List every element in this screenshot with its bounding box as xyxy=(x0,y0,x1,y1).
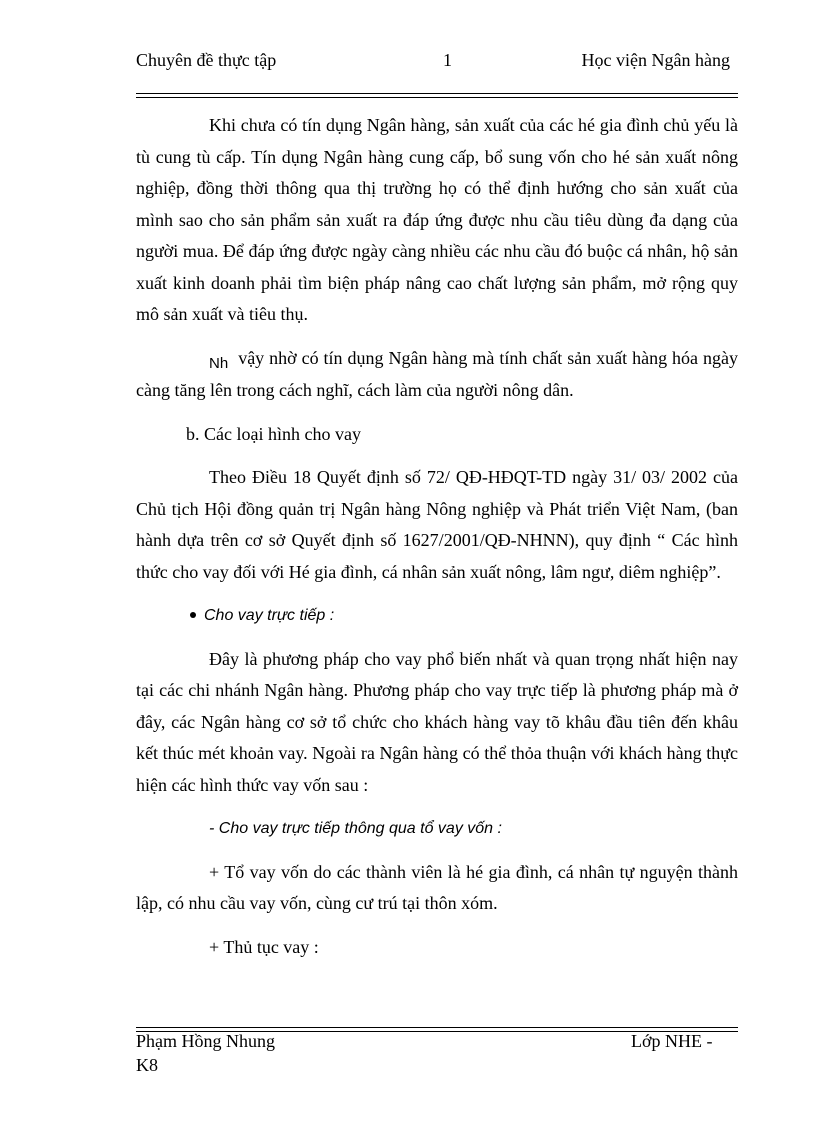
paragraph-commodity-production xyxy=(136,343,738,407)
paragraph-regulation: Theo Điều 18 Quyết định số 72/ QĐ-HĐQT-TD ngày 31/ 03/ 2002 của Chủ tịch Hội đồng quản trị Ngân hàng Nông nghiệp và Phát triển Việt Nam, (ban hành dựa trên cơ sở Quyết định số 1627/2001/QĐ-NHNN), quy định “ Các hình thức cho vay đối với Hé gia đình, cá nhân sản xuất nông, lâm ngư, diêm nghiệp”. xyxy=(136,467,738,582)
header-page-number: 1 xyxy=(443,50,452,70)
paragraph-direct-lending: Đây là phương pháp cho vay phổ biến nhất và quan trọng nhất hiện nay tại các chi nhánh Ngân hàng. Phương pháp cho vay trực tiếp là phương pháp mà ở đây, các Ngân hàng cơ sở tổ chức cho khách hàng vay tõ khâu đầu tiên đến khâu kết thúc mét khoản vay. Ngoài ra Ngân hàng có thể thỏa thuận với khách hàng thực hiện các hình thức vay vốn sau : xyxy=(136,648,738,795)
bullet-direct-lending-label: Cho vay trực tiếp : xyxy=(204,607,335,624)
paragraph-commodity-text: vậy nhờ có tín dụng Ngân hàng mà tính chất sản xuất hàng hóa ngày càng tăng lên trong cách nghĩ, cách làm của người nông dân. xyxy=(136,347,738,400)
section-heading-loan-types: b. Các loại hình cho vay xyxy=(186,423,361,444)
paragraph-credit-role: Khi chưa có tín dụng Ngân hàng, sản xuất của các hé gia đình chủ yếu là tù cung tù cấp. Tín dụng Ngân hàng cung cấp, bổ sung vốn cho hé sản xuất nông nghiệp, đồng thời thông qua thị trường họ có thể định hướng cho sản xuất của mình sao cho sản phẩm sản xuất ra đáp ứng được nhu cầu tiêu dùng đa dạng của người mua. Để đáp ứng được ngày càng nhiều các nhu cầu đó buộc cá nhân, hộ sản xuất kinh doanh phải tìm biện pháp nâng cao chất lượng sản phẩm, mở rộng quy mô sản xuất và tiêu thụ. xyxy=(136,115,738,324)
header-divider xyxy=(136,93,738,98)
document-body xyxy=(136,110,738,963)
page-header xyxy=(136,48,736,74)
paragraph-loan-group: + Tổ vay vốn do các thành viên là hé gia đình, cá nhân tự nguyện thành lập, có nhu cầu vay vốn, cùng cư trú tại thôn xóm. xyxy=(136,861,738,913)
header-institution: Học viện Ngân hàng xyxy=(581,50,730,70)
bullet-icon xyxy=(190,612,196,618)
sub-heading-loan-group: - Cho vay trực tiếp thông qua tổ vay vốn : xyxy=(209,820,502,837)
paragraph-prefix-fragment: Nh xyxy=(209,354,229,372)
header-document-title: Chuyên đề thực tập xyxy=(136,50,277,70)
paragraph-procedure: + Thủ tục vay : xyxy=(209,936,319,957)
bullet-direct-lending xyxy=(136,600,738,632)
footer-class: Lớp NHE - xyxy=(631,1031,713,1051)
footer-author: Phạm Hồng Nhung K8 xyxy=(136,1031,275,1075)
